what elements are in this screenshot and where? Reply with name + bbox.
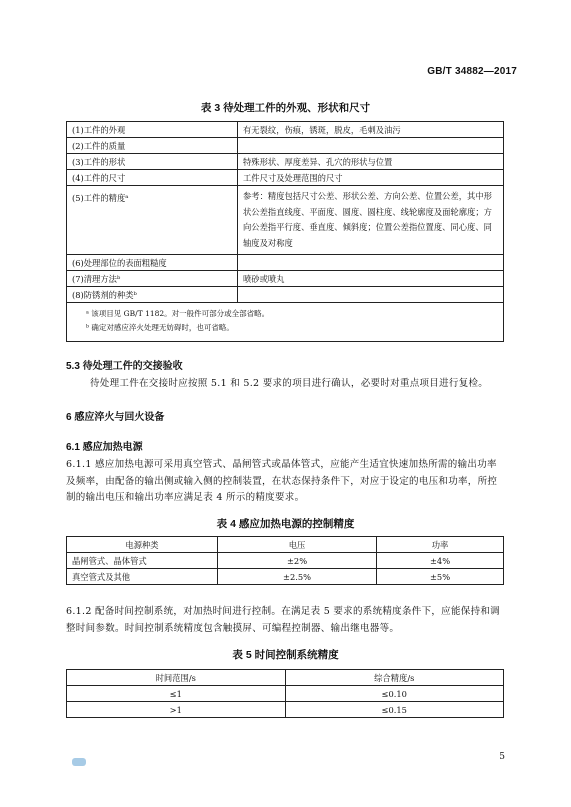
table-header-row — [67, 670, 504, 686]
table-cell: 有无裂纹，伤痕，锈斑，脱皮，毛刺及油污 — [238, 122, 504, 138]
table-cell: ±5% — [377, 569, 504, 585]
section-6-1-2-text: 6.1.2 配备时间控制系统，对加热时间进行控制。在满足表 5 要求的系统精度条件下，应能保持和调整时间参数。时间控制系统精度包含触摸屏、可编程控制器、输出继电器等。 — [66, 606, 500, 634]
standard-number: GB/T 34882—2017 — [427, 66, 517, 77]
table-cell: 喷砂或喷丸 — [238, 271, 504, 287]
table4-title: 表 4 感应加热电源的控制精度 — [216, 518, 355, 530]
section-5-3-heading: 5.3 待处理工件的交接验收 — [66, 361, 183, 372]
table3-title: 表 3 待处理工件的外观、形状和尺寸 — [200, 102, 371, 114]
table-cell: 工件尺寸及处理范围的尺寸 — [238, 170, 504, 186]
section-6-1-heading: 6.1 感应加热电源 — [66, 442, 143, 453]
table-cell: 晶闸管式、晶体管式 — [67, 553, 218, 569]
table-cell: (2)工件的质量 — [67, 138, 238, 154]
table-cell: (1)工件的外观 — [67, 122, 238, 138]
table-row — [67, 186, 504, 255]
table-cell: (4)工件的尺寸 — [67, 170, 238, 186]
table-header-cell: 时间范围/s — [67, 670, 286, 686]
table-cell — [238, 138, 504, 154]
table-header-cell: 综合精度/s — [285, 670, 504, 686]
section-5-3-text: 待处理工件在交接时应按照 5.1 和 5.2 要求的项目进行确认，必要时对重点项目进行复检。 — [90, 378, 489, 389]
table-header-cell: 功率 — [377, 537, 504, 553]
table-cell: (7)清理方法ᵇ — [67, 271, 238, 287]
table-header-row — [67, 537, 504, 553]
table-cell: (8)防锈剂的种类ᵇ — [67, 287, 238, 303]
table-cell: (5)工件的精度ᵃ — [67, 186, 238, 255]
table-cell: (6)处理部位的表面粗糙度 — [67, 255, 238, 271]
table-row — [67, 271, 504, 287]
table5-title: 表 5 时间控制系统精度 — [232, 649, 339, 661]
table-cell: ±2% — [218, 553, 377, 569]
table-cell: ≤0.10 — [285, 686, 504, 702]
table-row — [67, 686, 504, 702]
table4 — [66, 536, 504, 585]
watermark-logo-icon — [72, 758, 86, 766]
table-row — [67, 553, 504, 569]
table-cell: ≤1 — [67, 686, 286, 702]
table-row — [67, 154, 504, 170]
table-cell — [238, 287, 504, 303]
table-cell: 特殊形状、厚度差异、孔穴的形状与位置 — [238, 154, 504, 170]
table-cell: (3)工件的形状 — [67, 154, 238, 170]
section-6-heading: 6 感应淬火与回火设备 — [66, 412, 165, 423]
section-6-1-1-text: 6.1.1 感应加热电源可采用真空管式、晶闸管式或晶体管式，应能产生适宜快速加热所需的输出功率及频率，由配备的输出侧或输入侧的控制装置，在状态保持条件下，对应于设定的电压和功率，所控制的输出电压和输出功率应满足表 4 所示的精度要求。 — [66, 459, 498, 503]
table-cell: >1 — [67, 702, 286, 718]
table-cell: ±4% — [377, 553, 504, 569]
footnote-b: ᵇ 确定对感应淬火处理无妨碍时，也可省略。 — [86, 323, 234, 332]
table-row — [67, 138, 504, 154]
page-number: 5 — [499, 752, 505, 762]
table-row — [67, 287, 504, 303]
table-row — [67, 702, 504, 718]
table-cell: ±2.5% — [218, 569, 377, 585]
table3 — [66, 121, 504, 342]
table-cell — [238, 255, 504, 271]
footnote-a: ᵃ 该项目见 GB/T 1182。对一般件可部分或全部省略。 — [86, 309, 270, 318]
table-row — [67, 170, 504, 186]
table-header-cell: 电源种类 — [67, 537, 218, 553]
table-cell: ≤0.15 — [285, 702, 504, 718]
table-row — [67, 569, 504, 585]
table-cell: 真空管式及其他 — [67, 569, 218, 585]
table-row — [67, 122, 504, 138]
table5 — [66, 669, 504, 718]
table-row — [67, 255, 504, 271]
table-header-cell: 电压 — [218, 537, 377, 553]
table-footnote-row — [67, 303, 504, 342]
table-cell: 参考：精度包括尺寸公差、形状公差、方向公差、位置公差，其中形状公差指直线度、平面度、圆度、圆柱度、线轮廓度及面轮廓度；方向公差指平行度、垂直度、倾斜度；位置公差指位置度、同心度、同轴度及对称度 — [238, 186, 504, 255]
